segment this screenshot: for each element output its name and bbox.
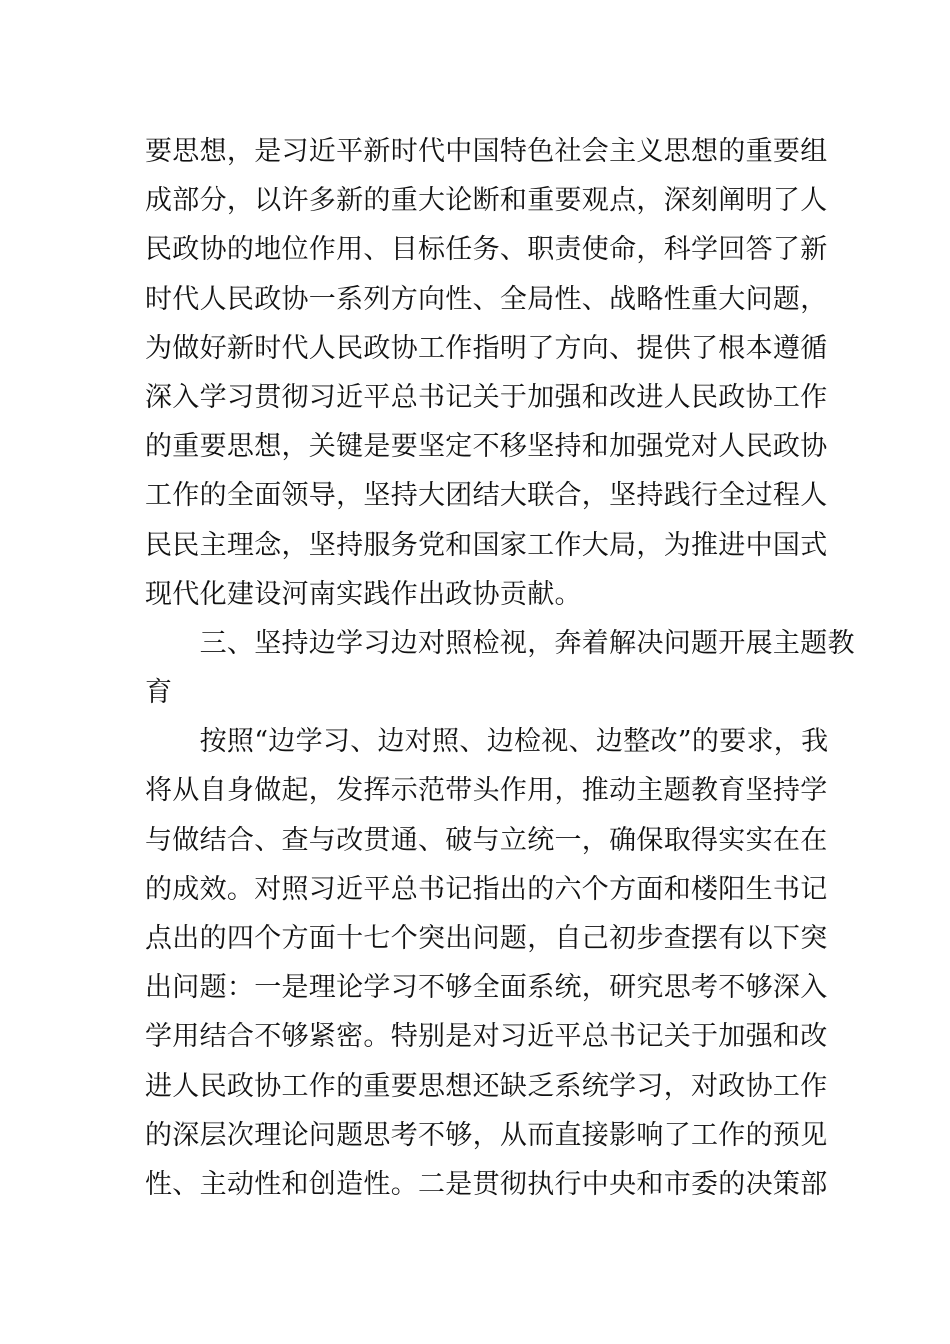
text-line: 的成效。对照习近平总书记指出的六个方面和楼阳生书记	[145, 873, 828, 905]
text-line: 时代人民政协一系列方向性、全局性、战略性重大问题，	[145, 283, 828, 315]
text-line: 工作的全面领导，坚持大团结大联合，坚持践行全过程人	[145, 480, 828, 512]
text-line: 按照“边学习、边对照、边检视、边整改”的要求，我	[145, 726, 829, 758]
text-line: 出问题：一是理论学习不够全面系统，研究思考不够深入	[145, 972, 828, 1004]
text-line: 的深层次理论问题思考不够，从而直接影响了工作的预见	[145, 1119, 828, 1151]
text-line: 民民主理念，坚持服务党和国家工作大局，为推进中国式	[145, 529, 828, 561]
text-line: 成部分，以许多新的重大论断和重要观点，深刻阐明了人	[145, 185, 828, 217]
text-line: 为做好新时代人民政协工作指明了方向、提供了根本遵循	[145, 332, 828, 364]
text-line: 民政协的地位作用、目标任务、职责使命，科学回答了新	[145, 234, 828, 266]
body-text	[145, 127, 855, 1209]
section-heading-line: 育	[145, 677, 173, 709]
text-line: 现代化建设河南实践作出政协贡献。	[145, 578, 582, 610]
text-line: 学用结合不够紧密。特别是对习近平总书记关于加强和改	[145, 1021, 828, 1053]
text-line: 将从自身做起，发挥示范带头作用，推动主题教育坚持学	[145, 775, 828, 807]
text-line: 与做结合、查与改贯通、破与立统一，确保取得实实在在	[145, 824, 828, 856]
text-line: 要思想，是习近平新时代中国特色社会主义思想的重要组	[145, 136, 828, 167]
text-line: 的重要思想，关键是要坚定不移坚持和加强党对人民政协	[145, 431, 828, 463]
text-line: 深入学习贯彻习近平总书记关于加强和改进人民政协工作	[145, 381, 828, 413]
text-line: 点出的四个方面十七个突出问题，自己初步查摆有以下突	[145, 923, 828, 954]
section-heading-line: 三、坚持边学习边对照检视，奔着解决问题开展主题教	[145, 627, 855, 659]
text-line: 进人民政协工作的重要思想还缺乏系统学习，对政协工作	[145, 1070, 828, 1102]
text-line: 性、主动性和创造性。二是贯彻执行中央和市委的决策部	[145, 1168, 828, 1200]
